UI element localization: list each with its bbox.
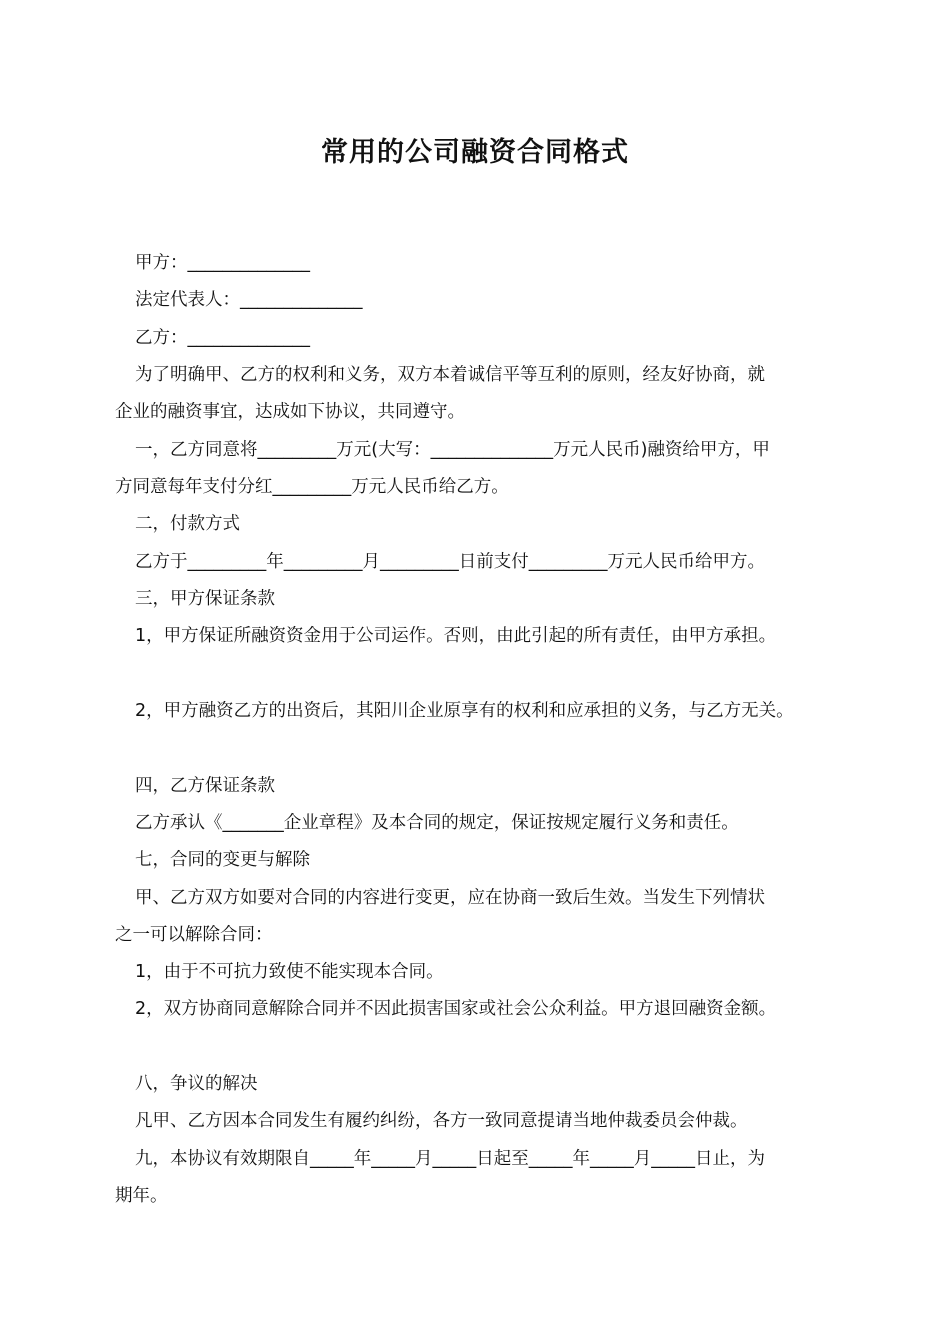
preamble-line-1: 为了明确甲、乙方的权利和义务，双方本着诚信平等互利的原则，经友好协商，就	[135, 365, 765, 385]
clause-7-heading: 七，合同的变更与解除	[135, 850, 310, 870]
clause-4-heading: 四，乙方保证条款	[135, 776, 275, 796]
clause-4-text: 乙方承认《_______企业章程》及本合同的规定，保证按规定履行义务和责任。	[135, 813, 739, 833]
clause-3-heading: 三，甲方保证条款	[135, 589, 275, 609]
clause-7-item-1: 1，由于不可抗力致使不能实现本合同。	[135, 962, 444, 982]
clause-1-line-2: 方同意每年支付分红_________万元人民币给乙方。	[115, 477, 509, 497]
clause-3-item-2: 2，甲方融资乙方的出资后，其阳川企业原享有的权利和应承担的义务，与乙方无关。	[135, 701, 794, 721]
clause-7-text-line-2: 之一可以解除合同：	[115, 925, 273, 945]
legal-representative-line: 法定代表人：______________	[135, 290, 363, 310]
clause-2-heading: 二，付款方式	[135, 514, 240, 534]
clause-3-item-1: 1，甲方保证所融资资金用于公司运作。否则，由此引起的所有责任，由甲方承担。	[135, 626, 777, 646]
party-a-line: 甲方：______________	[135, 253, 310, 273]
clause-9-line-2: 期年。	[115, 1186, 168, 1206]
preamble-line-2: 企业的融资事宜，达成如下协议，共同遵守。	[115, 402, 465, 422]
document-title: 常用的公司融资合同格式	[321, 137, 629, 168]
clause-2-text: 乙方于_________年_________月_________日前支付_________万元人民币给甲方。	[135, 552, 765, 572]
clause-8-text: 凡甲、乙方因本合同发生有履约纠纷，各方一致同意提请当地仲裁委员会仲裁。	[135, 1111, 748, 1131]
clause-1-line-1: 一，乙方同意将_________万元(大写：______________万元人民币)融资给甲方，甲	[135, 440, 770, 460]
clause-9-line-1: 九，本协议有效期限自_____年_____月_____日起至_____年_____月_____日止，为	[135, 1149, 765, 1169]
clause-8-heading: 八，争议的解决	[135, 1074, 258, 1094]
party-b-line: 乙方：______________	[135, 328, 310, 348]
clause-7-text-line-1: 甲、乙方双方如要对合同的内容进行变更，应在协商一致后生效。当发生下列情状	[135, 888, 765, 908]
clause-7-item-2: 2，双方协商同意解除合同并不因此损害国家或社会公众利益。甲方退回融资金额。	[135, 999, 777, 1019]
